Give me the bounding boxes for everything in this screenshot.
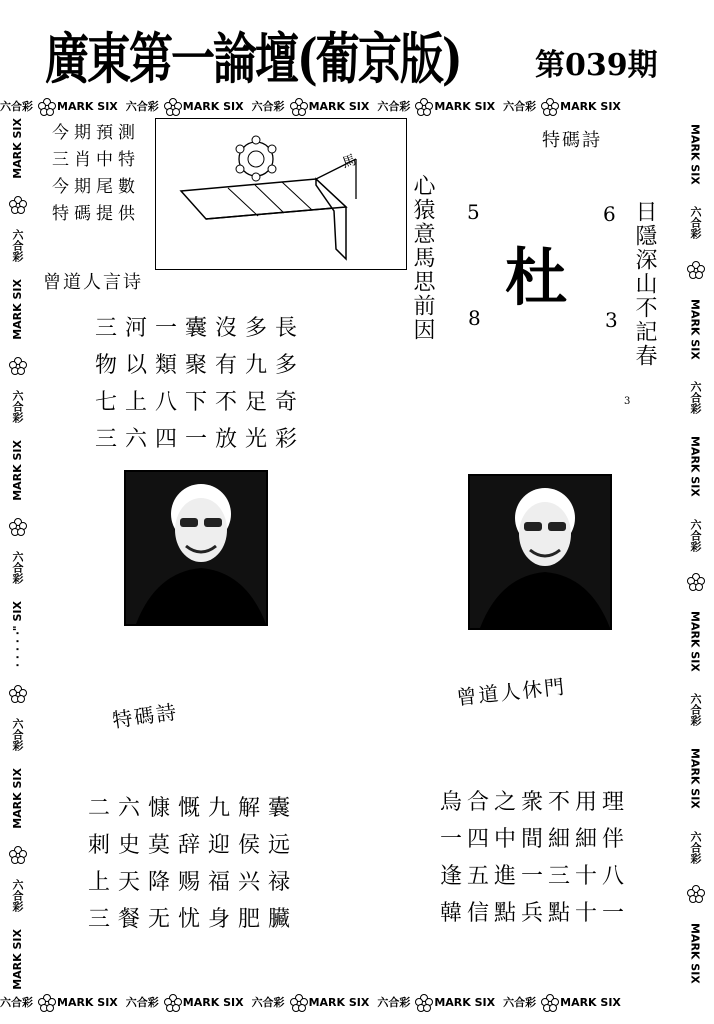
- lower-left-verse: [88, 790, 298, 938]
- brand-lhc: 六合彩: [689, 693, 702, 727]
- brand-lhc: 六合彩: [251, 100, 285, 113]
- flower-icon: [9, 518, 25, 534]
- brand-mark: MARK SIX: [560, 99, 621, 113]
- centre-char: 杜: [505, 241, 568, 314]
- brand-unit: [252, 994, 370, 1010]
- prediction-line: 三肖中特: [52, 150, 140, 170]
- page-title: 廣東第一論壇(葡京版): [45, 27, 461, 92]
- flower-icon: [9, 846, 25, 862]
- brand-mark: MARK SIX: [688, 610, 702, 672]
- poem-top-label: 特碼詩: [542, 130, 602, 151]
- verse-line: 烏合之衆不用理: [440, 790, 630, 815]
- brand-unit: [0, 994, 118, 1010]
- left-brand-strip: [6, 118, 28, 990]
- brand-lhc: 六合彩: [503, 996, 537, 1009]
- verse-line: 韓信點兵點十一: [440, 901, 630, 926]
- centre-number: 8: [468, 306, 481, 330]
- flower-icon: [415, 98, 431, 114]
- centre-number: 3: [605, 308, 618, 332]
- brand-mark: MARK SIX: [10, 279, 24, 340]
- flower-icon: [290, 98, 306, 114]
- table-drawing: [156, 119, 406, 269]
- brand-lhc: 六合彩: [689, 206, 702, 240]
- brand-lhc: 六合彩: [251, 996, 285, 1009]
- table-illustration-box: [155, 118, 407, 270]
- brand-unit: [503, 994, 621, 1010]
- brand-unit: [377, 994, 495, 1010]
- flower-icon: [290, 994, 306, 1010]
- prediction-line: 今期預測: [52, 123, 140, 143]
- flag-char: 馬: [340, 152, 359, 172]
- verse-line: 三餐无忧身肥臟: [88, 907, 299, 932]
- lower-right-verse: [440, 784, 629, 932]
- brand-mark: MARK SIX: [182, 995, 244, 1009]
- zeng-verse: [95, 310, 305, 458]
- centre-number: 5: [467, 200, 480, 224]
- brand-unit: [126, 994, 244, 1010]
- brand-mark: MARK SIX: [10, 929, 24, 990]
- brand-mark: MARK SIX: [57, 995, 118, 1009]
- portrait-drawing: [126, 472, 266, 624]
- brand-lhc: 六合彩: [689, 518, 702, 552]
- brand-lhc: 六合彩: [503, 100, 537, 113]
- portrait-photo: [124, 470, 268, 626]
- bottom-brand-strip: [0, 992, 714, 1012]
- top-brand-strip: [0, 96, 714, 116]
- brand-lhc: 六合彩: [689, 381, 702, 415]
- brand-mark: MARK SIX: [434, 995, 496, 1009]
- verse-line: 三河一囊沒多長: [95, 316, 306, 341]
- brand-mark: MARK SIX: [10, 440, 24, 501]
- brand-lhc: 六合彩: [11, 551, 24, 585]
- brand-lhc: 六合彩: [11, 717, 24, 751]
- portrait-photo: [468, 474, 612, 630]
- brand-mark: MARK SIX: [434, 99, 496, 113]
- brand-lhc: 六合彩: [0, 996, 33, 1009]
- flower-icon: [9, 685, 25, 701]
- brand-lhc: 六合彩: [125, 996, 159, 1009]
- brand-lhc: 六合彩: [11, 390, 24, 424]
- poem-top-col1: 心猿意馬思前因: [410, 174, 435, 342]
- flower-icon: [541, 98, 557, 114]
- verse-line: 七上八下不足奇: [95, 390, 306, 415]
- verse-line: 一四中間細細伴: [440, 827, 630, 852]
- flower-icon: [9, 196, 25, 212]
- brand-lhc: 六合彩: [11, 229, 24, 262]
- brand-lhc: 六合彩: [377, 996, 411, 1009]
- flower-icon: [38, 98, 54, 114]
- flower-icon: [687, 573, 703, 589]
- brand-mark: MARK SIX: [688, 923, 702, 984]
- brand-mark: MARK SIX: [57, 99, 118, 113]
- flower-icon: [9, 357, 25, 373]
- brand-mark: MARK SIX: [560, 995, 621, 1009]
- poem-top-col2: 日隱深山不記春: [632, 200, 657, 368]
- flower-icon: [687, 261, 703, 277]
- prediction-line: 特碼提供: [52, 204, 140, 224]
- right-brand-strip: [684, 124, 706, 984]
- flower-icon: [164, 98, 180, 114]
- verse-line: 二六慷慨九解囊: [88, 796, 299, 821]
- flower-icon: [687, 885, 703, 901]
- flower-icon: [164, 994, 180, 1010]
- zeng-label: 曾道人言诗: [43, 272, 143, 293]
- brand-mark: MARK SIX: [688, 436, 702, 497]
- brand-mark: MARK SIX: [688, 748, 702, 809]
- brand-unit: [0, 98, 118, 114]
- brand-mark: MARK SIX: [308, 995, 370, 1009]
- lower-left-label: 特碼詩: [110, 699, 180, 733]
- brand-unit: [252, 98, 370, 114]
- flower-icon: [541, 994, 557, 1010]
- issue-number: 第039期: [535, 48, 658, 83]
- brand-unit: [126, 98, 244, 114]
- prediction-line: 今期尾數: [52, 177, 140, 197]
- brand-mark: MARK SIX: [688, 298, 702, 360]
- brand-lhc: 六合彩: [377, 100, 411, 113]
- verse-line: 逢五進一三十八: [440, 864, 630, 889]
- brand-mark: MARK SIX: [308, 99, 370, 113]
- flower-icon: [415, 994, 431, 1010]
- lower-right-label: 曾道人休門: [455, 674, 568, 710]
- small-mark: 3: [624, 396, 631, 407]
- brand-lhc: 六合彩: [125, 100, 159, 113]
- prediction-list: [52, 120, 140, 228]
- brand-lhc: 六合彩: [689, 830, 702, 864]
- brand-unit: [377, 98, 495, 114]
- brand-mark: MARK SIX: [10, 118, 24, 179]
- verse-line: 三六四一放光彩: [95, 427, 306, 452]
- brand-mark: MARK SIX: [182, 99, 244, 113]
- brand-lhc: 六合彩: [11, 878, 24, 912]
- brand-mark: MARK SIX: [10, 767, 24, 829]
- centre-number: 6: [603, 202, 616, 226]
- portrait-drawing: [470, 476, 610, 628]
- partial-mark: · · · · ·" SIX: [10, 601, 24, 668]
- brand-lhc: 六合彩: [0, 100, 33, 113]
- verse-line: 刺史莫辞迎侯远: [88, 833, 299, 858]
- brand-unit: [503, 98, 621, 114]
- flower-icon: [38, 994, 54, 1010]
- brand-mark: MARK SIX: [688, 124, 702, 185]
- verse-line: 上天降赐福兴禄: [88, 870, 299, 895]
- verse-line: 物以類聚有九多: [95, 353, 306, 378]
